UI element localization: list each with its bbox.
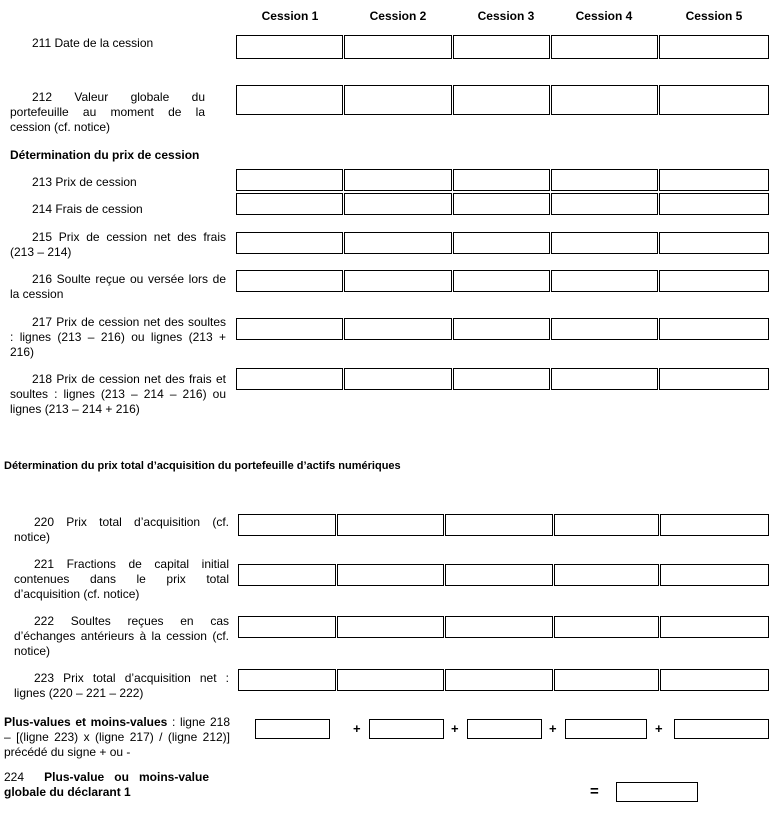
input-row-211 bbox=[236, 35, 769, 59]
input-220-cession-2[interactable] bbox=[337, 514, 444, 536]
input-212-cession-3[interactable] bbox=[453, 85, 550, 115]
input-220-cession-4[interactable] bbox=[554, 514, 659, 536]
total-title: Plus-value ou moins-value globale du déclarant 1 bbox=[4, 770, 210, 799]
input-222-cession-2[interactable] bbox=[337, 616, 444, 638]
row-label-214: 214 Frais de cession bbox=[32, 202, 143, 216]
input-218-cession-1[interactable] bbox=[236, 368, 343, 390]
input-223-cession-1[interactable] bbox=[238, 669, 336, 691]
input-row-215 bbox=[236, 232, 769, 254]
input-222-cession-5[interactable] bbox=[660, 616, 769, 638]
total-label bbox=[4, 770, 209, 800]
input-row-217 bbox=[236, 318, 769, 340]
input-213-cession-3[interactable] bbox=[453, 169, 550, 191]
input-215-cession-1[interactable] bbox=[236, 232, 343, 254]
row-label-211: 211 Date de la cession bbox=[32, 36, 154, 50]
row-label-216: 216 Soulte reçue ou versée lors de la cession bbox=[10, 272, 226, 301]
input-222-cession-4[interactable] bbox=[554, 616, 659, 638]
input-216-cession-4[interactable] bbox=[551, 270, 658, 292]
input-221-cession-5[interactable] bbox=[660, 564, 769, 586]
input-217-cession-1[interactable] bbox=[236, 318, 343, 340]
row-label-213: 213 Prix de cession bbox=[32, 175, 137, 189]
plus-value-cession-2[interactable] bbox=[369, 719, 444, 739]
input-214-cession-1[interactable] bbox=[236, 193, 343, 215]
plus-values-label bbox=[4, 715, 230, 760]
input-211-cession-5[interactable] bbox=[659, 35, 769, 59]
plus-sign-4: + bbox=[655, 721, 663, 736]
row-label-220: 220 Prix total d’acquisition (cf. notice) bbox=[14, 515, 229, 544]
input-row-223 bbox=[238, 669, 769, 691]
input-223-cession-4[interactable] bbox=[554, 669, 659, 691]
input-222-cession-1[interactable] bbox=[238, 616, 336, 638]
input-218-cession-3[interactable] bbox=[453, 368, 550, 390]
equals-sign: = bbox=[590, 783, 599, 800]
input-223-cession-2[interactable] bbox=[337, 669, 444, 691]
input-218-cession-4[interactable] bbox=[551, 368, 658, 390]
plus-value-cession-5[interactable] bbox=[674, 719, 769, 739]
row-label-215: 215 Prix de cession net des frais (213 – 214) bbox=[10, 230, 226, 259]
input-218-cession-2[interactable] bbox=[344, 368, 452, 390]
input-212-cession-1[interactable] bbox=[236, 85, 343, 115]
input-216-cession-2[interactable] bbox=[344, 270, 452, 292]
input-220-cession-1[interactable] bbox=[238, 514, 336, 536]
row-label-212: 212 Valeur globale du portefeuille au moment de la cession (cf. notice) bbox=[10, 90, 205, 134]
plus-sign-1: + bbox=[353, 721, 361, 736]
row-label-217: 217 Prix de cession net des soultes : lignes (213 – 216) ou lignes (213 + 216) bbox=[10, 315, 226, 359]
plus-value-cession-4[interactable] bbox=[565, 719, 647, 739]
input-216-cession-3[interactable] bbox=[453, 270, 550, 292]
input-216-cession-1[interactable] bbox=[236, 270, 343, 292]
input-215-cession-2[interactable] bbox=[344, 232, 452, 254]
input-213-cession-2[interactable] bbox=[344, 169, 452, 191]
section-title-prix-cession: Détermination du prix de cession bbox=[10, 148, 200, 162]
input-221-cession-3[interactable] bbox=[445, 564, 553, 586]
input-220-cession-3[interactable] bbox=[445, 514, 553, 536]
input-211-cession-2[interactable] bbox=[344, 35, 452, 59]
input-218-cession-5[interactable] bbox=[659, 368, 769, 390]
input-216-cession-5[interactable] bbox=[659, 270, 769, 292]
plus-values-title: Plus-values et moins-values bbox=[4, 715, 168, 729]
input-223-cession-5[interactable] bbox=[660, 669, 769, 691]
input-row-214 bbox=[236, 193, 769, 215]
plus-values-formula: : ligne 218 – [(ligne 223) x (ligne 217) / (ligne 212)] précédé du signe + ou - bbox=[4, 715, 230, 759]
input-215-cession-5[interactable] bbox=[659, 232, 769, 254]
section-title-prix-acquisition: Détermination du prix total d’acquisition du portefeuille d’actifs numériques bbox=[4, 460, 401, 472]
row-label-222: 222 Soultes reçues en cas d’échanges antérieurs à la cession (cf. notice) bbox=[14, 614, 229, 658]
input-211-cession-4[interactable] bbox=[551, 35, 658, 59]
input-row-216 bbox=[236, 270, 769, 292]
column-header-cession-5: Cession 5 bbox=[685, 9, 743, 23]
input-222-cession-3[interactable] bbox=[445, 616, 553, 638]
input-214-cession-5[interactable] bbox=[659, 193, 769, 215]
row-label-221: 221 Fractions de capital initial contenues dans le prix total d’acquisition (cf. notice) bbox=[14, 557, 229, 601]
input-row-213 bbox=[236, 169, 769, 191]
input-row-212 bbox=[236, 85, 769, 115]
plus-sign-3: + bbox=[549, 721, 557, 736]
row-label-218: 218 Prix de cession net des frais et soultes : lignes (213 – 214 – 216) ou lignes (213 – 214 + 216) bbox=[10, 372, 226, 416]
column-header-cession-2: Cession 2 bbox=[369, 9, 427, 23]
input-row-222 bbox=[238, 616, 769, 638]
total-plus-value-field[interactable] bbox=[616, 782, 698, 802]
input-212-cession-4[interactable] bbox=[551, 85, 658, 115]
input-211-cession-1[interactable] bbox=[236, 35, 343, 59]
input-217-cession-3[interactable] bbox=[453, 318, 550, 340]
total-number: 224 bbox=[4, 770, 25, 784]
column-header-cession-1: Cession 1 bbox=[261, 9, 319, 23]
input-215-cession-4[interactable] bbox=[551, 232, 658, 254]
input-213-cession-5[interactable] bbox=[659, 169, 769, 191]
input-214-cession-4[interactable] bbox=[551, 193, 658, 215]
input-221-cession-4[interactable] bbox=[554, 564, 659, 586]
column-header-cession-4: Cession 4 bbox=[575, 9, 633, 23]
input-217-cession-2[interactable] bbox=[344, 318, 452, 340]
row-label-223: 223 Prix total d’acquisition net : lignes (220 – 221 – 222) bbox=[14, 671, 229, 700]
column-header-cession-3: Cession 3 bbox=[477, 9, 535, 23]
input-217-cession-4[interactable] bbox=[551, 318, 658, 340]
input-221-cession-2[interactable] bbox=[337, 564, 444, 586]
input-211-cession-3[interactable] bbox=[453, 35, 550, 59]
input-213-cession-4[interactable] bbox=[551, 169, 658, 191]
input-214-cession-2[interactable] bbox=[344, 193, 452, 215]
input-212-cession-2[interactable] bbox=[344, 85, 452, 115]
input-213-cession-1[interactable] bbox=[236, 169, 343, 191]
input-223-cession-3[interactable] bbox=[445, 669, 553, 691]
plus-sign-2: + bbox=[451, 721, 459, 736]
plus-value-cession-1[interactable] bbox=[255, 719, 330, 739]
input-212-cession-5[interactable] bbox=[659, 85, 769, 115]
input-215-cession-3[interactable] bbox=[453, 232, 550, 254]
input-221-cession-1[interactable] bbox=[238, 564, 336, 586]
input-row-220 bbox=[238, 514, 769, 536]
input-row-218 bbox=[236, 368, 769, 390]
input-214-cession-3[interactable] bbox=[453, 193, 550, 215]
input-row-221 bbox=[238, 564, 769, 586]
plus-value-cession-3[interactable] bbox=[467, 719, 542, 739]
input-220-cession-5[interactable] bbox=[660, 514, 769, 536]
input-217-cession-5[interactable] bbox=[659, 318, 769, 340]
